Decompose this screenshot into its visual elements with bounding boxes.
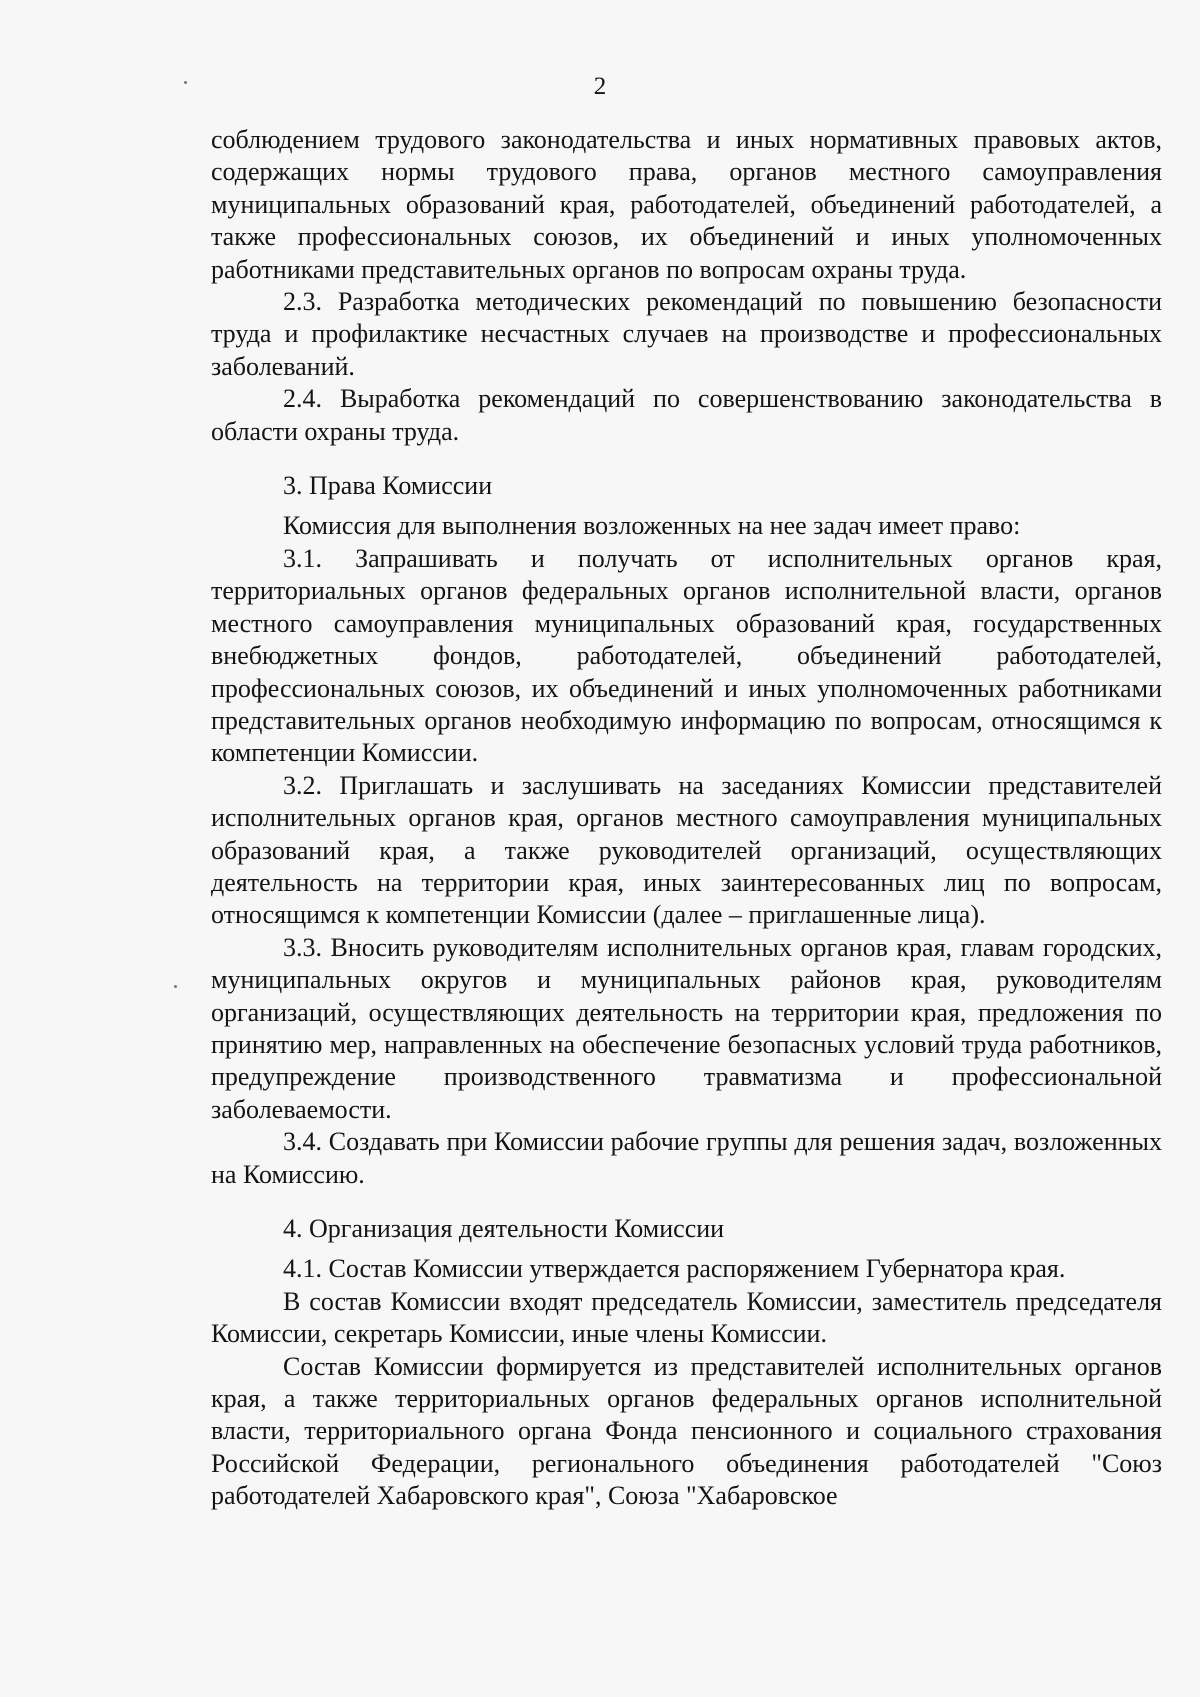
page-number: 2 [593,73,607,100]
document-body [211,124,1162,1513]
paragraph-composition: В состав Комиссии входят председатель Комиссии, заместитель председателя Комиссии, секретарь Комиссии, иные члены Комиссии. [211,1286,1162,1349]
section-heading-4: 4. Организация деятельности Комиссии [283,1214,725,1243]
paragraph-2-3: 2.3. Разработка методических рекомендаций по повышению безопасности труда и профилактике несчастных случаев на производстве и профессиональных заболеваний. [211,287,1162,381]
paragraph-4-1: 4.1. Состав Комиссии утверждается распоряжением Губернатора края. [283,1254,1066,1284]
paragraph-formation: Состав Комиссии формируется из представителей исполнительных органов края, а также территориальных органов федеральных органов исполнительной власти, территориального органа Фонда пенсионного и социального страхования Российской Федерации, регионального объединения работодателей "Союз работодателей Хабаровского края", Союза "Хабаровское [211,1351,1162,1511]
paragraph-3-1: 3.1. Запрашивать и получать от исполнительных органов края, территориальных органов федеральных органов исполнительной власти, органов местного самоуправления муниципальных образований края, государственных внебюджетных фондов, работодателей, объединений работодателей, профессиональных союзов, их объединений и иных уполномоченных работниками представительных органов необходимую информацию по вопросам, относящимся к компетенции Комиссии. [211,543,1162,768]
paragraph-3-3: 3.3. Вносить руководителям исполнительных органов края, главам городских, муниципальных округов и муниципальных районов края, руководителям организаций, осуществляющих деятельность на территории края, предложения по принятию мер, направленных на обеспечение безопасных условий труда работников, предупреждение производственного травматизма и профессиональной заболеваемости. [211,932,1162,1124]
section-heading-3: 3. Права Комиссии [283,471,493,501]
paragraph-3-4: 3.4. Создавать при Комиссии рабочие группы для решения задач, возложенных на Комиссию. [211,1127,1162,1189]
paragraph-3-2: 3.2. Приглашать и заслушивать на заседаниях Комиссии представителей исполнительных органов края, органов местного самоуправления муниципальных образований края, а также руководителей организаций, осуществляющих деятельность на территории края, иных заинтересованных лиц по вопросам, относящимся к компетенции Комиссии (далее – приглашенные лица). [211,770,1162,930]
paragraph-continuation: соблюдением трудового законодательства и иных нормативных правовых актов, содержащих нормы трудового права, органов местного самоуправления муниципальных образований края, работодателей, объединений работодателей, а также профессиональных союзов, их объединений и иных уполномоченных работниками представительных органов по вопросам охраны труда. [211,125,1162,284]
paragraph-2-4: 2.4. Выработка рекомендаций по совершенствованию законодательства в области охраны труда. [211,384,1162,446]
scan-speck [174,985,177,988]
paragraph-rights-intro: Комиссия для выполнения возложенных на нее задач имеет право: [283,511,1021,541]
